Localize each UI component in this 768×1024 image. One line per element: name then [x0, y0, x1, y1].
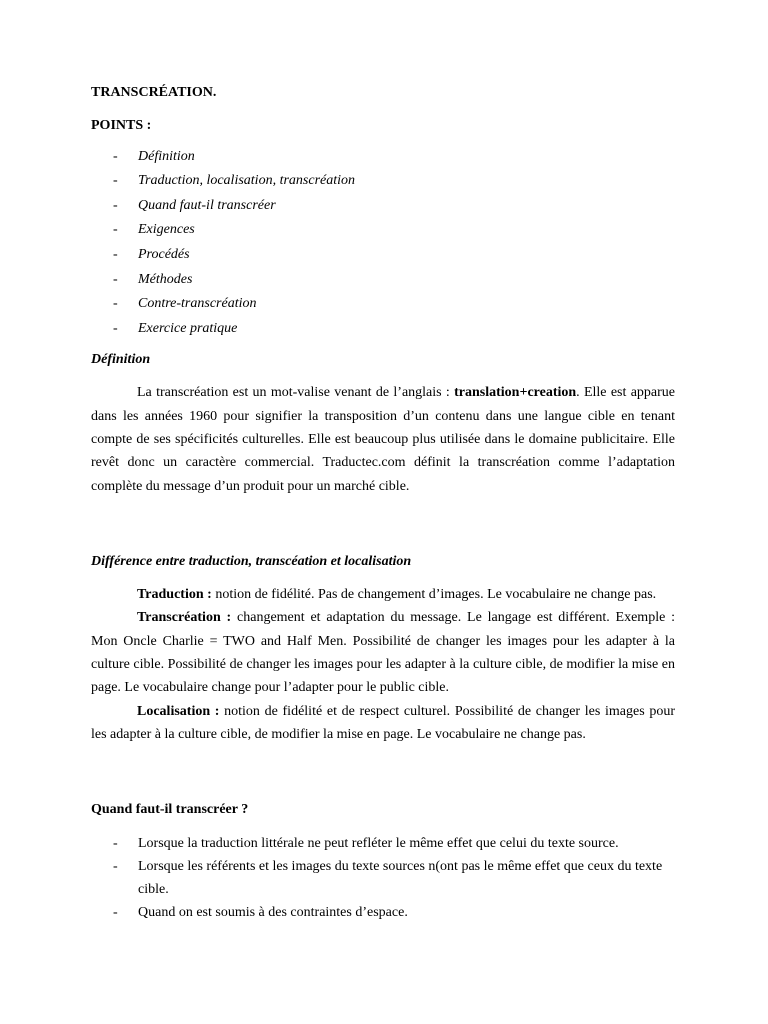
quand-list [91, 832, 675, 925]
transcreation-paragraph [91, 606, 675, 699]
quand-item-text: Quand on est soumis à des contraintes d’espace. [138, 905, 408, 921]
localisation-paragraph [91, 700, 675, 747]
definition-bold-term: translation+creation [454, 385, 577, 401]
points-label: POINTS : [91, 118, 152, 134]
point-label: Définition [138, 148, 195, 164]
list-dash: - [113, 222, 118, 238]
definition-text-start: La transcréation est un mot-valise venant de l’anglais : [137, 385, 455, 401]
list-dash: - [113, 296, 118, 312]
list-item [91, 145, 675, 168]
point-label: Traduction, localisation, transcréation [138, 173, 356, 189]
document-title: TRANSCRÉATION. [91, 85, 217, 100]
transcreation-text: changement et adaptation du message. Le langage est différent. Exemple : Mon Oncle Charlie = TWO and Half Men. Possibilité de changer les images pour les adapter à la culture cible. Possibilité de changer les images pour les adapter à la culture cible, de modifier la mise en page. Le vocabulaire change pour l’adapter pour le public cible. [91, 610, 675, 696]
definition-text-end: . Elle est apparue dans les années 1960 pour signifier la transposition d’un contenu dans une langue cible en tenant compte de ses spécificités culturelles. Elle est beaucoup plus utilisée dans le domaine publicitaire. Elle revêt donc un caractère commercial. Traductec.com définit la transcréation comme l’adaptation complète du message d’un produit pour un marché cible. [91, 385, 675, 494]
list-dash: - [113, 905, 118, 921]
list-item [91, 292, 675, 315]
quand-item-text: Lorsque les référents et les images du texte sources n(ont pas le même effet que ceux du texte cible. [138, 858, 663, 898]
quand-heading: Quand faut-il transcréer ? [91, 802, 249, 818]
list-item [91, 268, 675, 291]
list-item [91, 218, 675, 241]
definition-paragraph [91, 381, 675, 497]
list-dash: - [113, 858, 118, 874]
point-label: Exercice pratique [138, 320, 238, 336]
traduction-text: notion de fidélité. Pas de changement d’images. Le vocabulaire ne change pas. [211, 587, 657, 603]
point-label: Contre-transcréation [138, 296, 257, 312]
list-dash: - [113, 835, 118, 851]
traduction-paragraph [91, 583, 675, 606]
list-dash: - [113, 197, 118, 213]
list-dash: - [113, 148, 118, 164]
list-dash: - [113, 320, 118, 336]
list-item [91, 855, 675, 902]
traduction-label: Traduction : [137, 587, 212, 603]
definition-heading: Définition [91, 352, 151, 368]
point-label: Quand faut-il transcréer [138, 197, 276, 213]
point-label: Exigences [138, 222, 195, 238]
list-dash: - [113, 173, 118, 189]
document-body [91, 81, 675, 925]
quand-item-text: Lorsque la traduction littérale ne peut refléter le même effet que celui du texte source. [138, 835, 619, 851]
point-label: Procédés [138, 246, 190, 262]
localisation-label: Localisation : [137, 703, 220, 719]
list-item [91, 194, 675, 217]
difference-heading: Différence entre traduction, transcéation et localisation [91, 553, 412, 569]
list-item [91, 832, 675, 855]
list-item [91, 317, 675, 340]
transcreation-label: Transcréation : [137, 610, 232, 626]
list-item [91, 169, 675, 192]
points-list [91, 145, 675, 340]
list-item [91, 243, 675, 266]
list-dash: - [113, 271, 118, 287]
spacer [91, 498, 675, 542]
localisation-text: notion de fidélité et de respect culturel. Possibilité de changer les images pour les adapter à la culture cible, de modifier la mise en page. Le vocabulaire ne change pas. [91, 703, 675, 742]
point-label: Méthodes [138, 271, 193, 287]
list-dash: - [113, 246, 118, 262]
spacer [91, 746, 675, 790]
list-item [91, 901, 675, 924]
